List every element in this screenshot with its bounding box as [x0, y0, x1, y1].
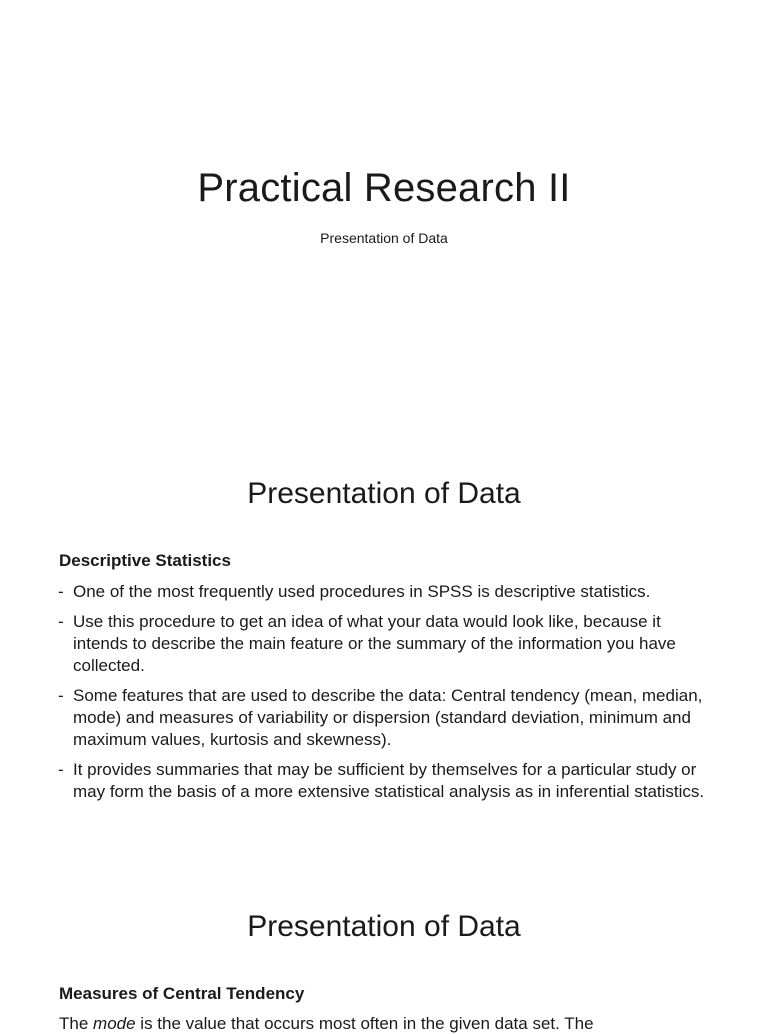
list-item: [58, 581, 718, 603]
list-item-text: It provides summaries that may be sufficient by themselves for a particular study or may form the basis of a more extensive statistical analysis as in inferential statistics.: [73, 760, 705, 801]
slide-heading: Presentation of Data: [247, 910, 521, 943]
section-label: Descriptive Statistics: [59, 551, 231, 570]
dash-bullet: -: [58, 582, 64, 601]
emphasis-term: mode: [93, 1014, 136, 1033]
body-text: The mode is the value that occurs most often in the given data set. The: [59, 1014, 594, 1033]
dash-bullet: -: [58, 686, 64, 705]
bullet-list: [58, 581, 718, 811]
dash-bullet: -: [58, 760, 64, 779]
presentation-subtitle: Presentation of Data: [320, 230, 448, 246]
list-item: [58, 759, 718, 803]
slide-heading: Presentation of Data: [247, 477, 521, 510]
list-item-text: Some features that are used to describe the data: Central tendency (mean, median, mode) and measures of variability or dispersion (standard deviation, minimum and maximum values, kurtosis and skewness).: [73, 686, 703, 749]
presentation-title: Practical Research II: [197, 166, 571, 210]
list-item-text: One of the most frequently used procedures in SPSS is descriptive statistics.: [73, 582, 651, 601]
list-item: [58, 685, 718, 751]
list-item: [58, 611, 718, 677]
section-label: Measures of Central Tendency: [59, 984, 305, 1003]
list-item-text: Use this procedure to get an idea of what your data would look like, because it intends to describe the main feature or the summary of the information you have collected.: [73, 612, 676, 675]
dash-bullet: -: [58, 612, 64, 631]
